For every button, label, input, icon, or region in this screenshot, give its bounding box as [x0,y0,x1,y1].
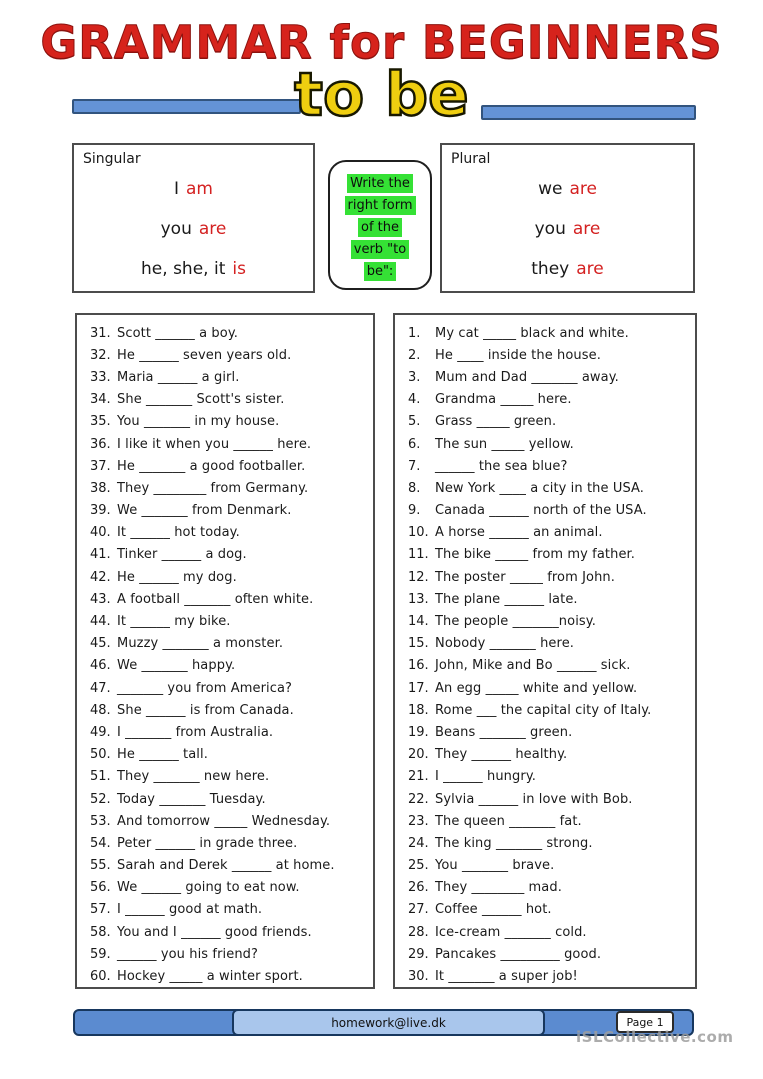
item-number: 2. [408,347,421,363]
exercise-item [408,943,695,965]
instruction-line [330,216,430,237]
item-text: Nobody _______ here. [435,636,575,652]
item-number: 14. [408,614,429,630]
item-number: 19. [408,724,429,740]
exercise-item [90,677,373,699]
item-text: He ____ inside the house. [435,347,601,363]
item-number: 56. [90,880,111,896]
item-number: 7. [408,458,421,474]
verb-row [74,249,313,289]
item-text: Pancakes _________ good. [435,946,602,962]
exercise-item [90,477,373,499]
item-text: The king _______ strong. [435,835,593,851]
item-number: 11. [408,547,429,563]
exercise-item [408,366,695,388]
exercise-item [408,965,695,987]
exercise-item [90,322,373,344]
exercise-item [90,721,373,743]
item-text: The queen _______ fat. [435,813,582,829]
item-text: New York ____ a city in the USA. [435,480,645,496]
item-text: John, Mike and Bo ______ sick. [435,658,631,674]
page-number-box: Page 1 [616,1011,674,1033]
item-text: The poster _____ from John. [435,569,615,585]
exercise-item [90,389,373,411]
item-number: 32. [90,347,111,363]
item-number: 22. [408,791,429,807]
item-text: Grass _____ green. [435,414,557,430]
item-text: You and I ______ good friends. [117,924,312,940]
watermark: iSLCollective.com [576,1028,734,1046]
item-number: 15. [408,636,429,652]
verb-text: are [198,219,227,239]
item-text: Ice-cream _______ cold. [435,924,587,940]
item-number: 42. [90,569,111,585]
item-number: 40. [90,525,111,541]
verb-row [442,169,693,209]
item-number: 13. [408,591,429,607]
verb-text: are [572,219,601,239]
exercise-item [90,500,373,522]
exercise-item [408,633,695,655]
instruction-line [330,260,430,281]
exercise-item [408,455,695,477]
item-number: 4. [408,392,421,408]
exercise-item [90,965,373,987]
item-number: 20. [408,747,429,763]
item-text: Hockey _____ a winter sport. [117,969,303,985]
exercise-item [90,633,373,655]
item-text: They _______ new here. [117,769,270,785]
plural-rows [442,169,693,289]
subtitle-to-be: to be [294,60,469,130]
item-text: Canada ______ north of the USA. [435,503,647,519]
exercise-item [408,500,695,522]
item-text: They ________ mad. [435,880,562,896]
item-number: 53. [90,813,111,829]
item-text: It ______ hot today. [117,525,240,541]
exercise-item [408,721,695,743]
item-number: 35. [90,414,111,430]
item-number: 12. [408,569,429,585]
item-number: 16. [408,658,429,674]
item-text: Peter ______ in grade three. [117,835,298,851]
item-text: Coffee ______ hot. [435,902,552,918]
exercise-box-right [393,313,697,989]
item-number: 10. [408,525,429,541]
plural-label: Plural [451,151,491,167]
item-number: 25. [408,858,429,874]
item-number: 3. [408,369,421,385]
exercise-item [408,810,695,832]
item-text: Scott ______ a boy. [117,325,238,341]
item-text: I ______ hungry. [435,769,536,785]
exercise-item [408,389,695,411]
item-text: Tinker ______ a dog. [117,547,247,563]
verb-row [74,209,313,249]
item-number: 17. [408,680,429,696]
singular-label: Singular [83,151,141,167]
item-text: Rome ___ the capital city of Italy. [435,702,652,718]
item-number: 38. [90,480,111,496]
item-number: 27. [408,902,429,918]
item-text: He _______ a good footballer. [117,458,306,474]
item-text: I _______ from Australia. [117,724,274,740]
exercise-item [408,699,695,721]
item-text: They ________ from Germany. [117,480,309,496]
highlighted-text: verb "to [351,240,409,259]
exercise-item [90,655,373,677]
item-text: I like it when you ______ here. [117,436,312,452]
item-text: Muzzy _______ a monster. [117,636,284,652]
item-number: 26. [408,880,429,896]
verb-row [442,249,693,289]
item-number: 51. [90,769,111,785]
exercise-item [408,877,695,899]
item-number: 41. [90,547,111,563]
verb-text: are [576,259,604,279]
item-text: You _______ in my house. [117,414,280,430]
exercise-item [90,522,373,544]
instruction-box [328,160,432,290]
exercise-item [408,921,695,943]
singular-rows [74,169,313,289]
item-number: 36. [90,436,111,452]
item-text: A football _______ often white. [117,591,314,607]
item-number: 50. [90,747,111,763]
item-number: 33. [90,369,111,385]
exercise-item [408,766,695,788]
item-text: And tomorrow _____ Wednesday. [117,813,331,829]
verb-row [442,209,693,249]
item-number: 37. [90,458,111,474]
exercise-item [90,855,373,877]
pronoun-text: we [538,179,563,199]
exercise-item [90,877,373,899]
item-text: They ______ healthy. [435,747,568,763]
item-text: He ______ my dog. [117,569,237,585]
exercise-list-right [408,322,695,988]
item-number: 60. [90,969,111,985]
item-number: 55. [90,858,111,874]
exercise-item [408,411,695,433]
item-number: 44. [90,614,111,630]
instruction-line [330,172,430,193]
exercise-item [408,788,695,810]
item-number: 28. [408,924,429,940]
exercise-item [408,566,695,588]
footer-email: homework@live.dk [232,1009,545,1036]
exercise-item [408,832,695,854]
pronoun-text: they [531,259,570,279]
item-number: 48. [90,702,111,718]
item-number: 21. [408,769,429,785]
verb-text: are [569,179,597,199]
exercise-item [90,433,373,455]
exercise-list-left [90,322,373,988]
item-number: 52. [90,791,111,807]
item-text: The sun _____ yellow. [435,436,574,452]
exercise-item [90,744,373,766]
exercise-item [408,655,695,677]
item-number: 57. [90,902,111,918]
item-text: ______ you his friend? [117,946,259,962]
item-text: The people _______noisy. [435,614,596,630]
item-text: I ______ good at math. [117,902,263,918]
exercise-item [90,544,373,566]
singular-box [72,143,315,293]
item-number: 1. [408,325,421,341]
exercise-item [90,588,373,610]
item-text: She ______ is from Canada. [117,702,294,718]
item-text: Today _______ Tuesday. [117,791,266,807]
item-number: 34. [90,392,111,408]
item-text: Sarah and Derek ______ at home. [117,858,335,874]
item-text: We _______ from Denmark. [117,503,292,519]
item-number: 43. [90,591,111,607]
pronoun-text: you [160,219,192,239]
exercise-item [90,832,373,854]
exercise-item [90,699,373,721]
item-number: 23. [408,813,429,829]
exercise-item [90,366,373,388]
item-text: It ______ my bike. [117,614,231,630]
item-text: A horse ______ an animal. [435,525,603,541]
instruction-line [330,238,430,259]
item-text: It _______ a super job! [435,969,578,985]
item-number: 31. [90,325,111,341]
plural-box [440,143,695,293]
exercise-item [408,344,695,366]
item-number: 58. [90,924,111,940]
item-text: He ______ seven years old. [117,347,292,363]
pronoun-text: he, she, it [141,259,226,279]
item-number: 8. [408,480,421,496]
subtitle-row [0,0,763,140]
pronoun-text: you [534,219,566,239]
exercise-item [90,566,373,588]
highlighted-text: of the [358,218,402,237]
item-text: My cat _____ black and white. [435,325,629,341]
instruction-lines [330,172,430,281]
exercise-item [408,855,695,877]
verb-row [74,169,313,209]
exercise-item [90,411,373,433]
item-text: We _______ happy. [117,658,236,674]
exercise-item [408,588,695,610]
item-number: 29. [408,946,429,962]
item-number: 39. [90,503,111,519]
exercise-item [90,788,373,810]
exercise-item [90,899,373,921]
exercise-item [90,610,373,632]
item-text: He ______ tall. [117,747,208,763]
exercise-item [90,943,373,965]
item-text: The plane ______ late. [435,591,578,607]
verb-text: am [186,179,213,199]
item-number: 5. [408,414,421,430]
exercise-item [408,322,695,344]
exercise-item [408,477,695,499]
exercise-item [90,455,373,477]
exercise-item [408,610,695,632]
page-title: GRAMMAR for BEGINNERS [40,16,723,69]
exercise-item [408,899,695,921]
exercise-item [408,544,695,566]
item-number: 9. [408,503,421,519]
item-text: She _______ Scott's sister. [117,392,285,408]
item-number: 24. [408,835,429,851]
pronoun-text: I [174,179,180,199]
item-number: 45. [90,636,111,652]
exercise-item [90,921,373,943]
exercise-item [90,344,373,366]
item-text: Mum and Dad _______ away. [435,369,619,385]
item-number: 59. [90,946,111,962]
item-number: 47. [90,680,111,696]
item-text: The bike _____ from my father. [435,547,636,563]
exercise-item [408,677,695,699]
item-number: 49. [90,724,111,740]
item-text: An egg _____ white and yellow. [435,680,638,696]
verb-text: is [232,259,246,279]
item-text: You _______ brave. [435,858,555,874]
item-number: 18. [408,702,429,718]
exercise-item [408,433,695,455]
item-text: _______ you from America? [117,680,293,696]
item-text: ______ the sea blue? [435,458,568,474]
exercise-item [90,766,373,788]
item-text: Grandma _____ here. [435,392,572,408]
highlighted-text: be": [364,262,397,281]
item-text: Beans _______ green. [435,724,573,740]
item-text: Maria ______ a girl. [117,369,240,385]
highlighted-text: right form [345,196,416,215]
item-number: 46. [90,658,111,674]
item-text: We ______ going to eat now. [117,880,300,896]
item-number: 54. [90,835,111,851]
exercise-box-left [75,313,375,989]
item-number: 30. [408,969,429,985]
exercise-item [90,810,373,832]
item-number: 6. [408,436,421,452]
exercise-item [408,744,695,766]
exercise-item [408,522,695,544]
instruction-line [330,194,430,215]
item-text: Sylvia ______ in love with Bob. [435,791,633,807]
highlighted-text: Write the [347,174,413,193]
